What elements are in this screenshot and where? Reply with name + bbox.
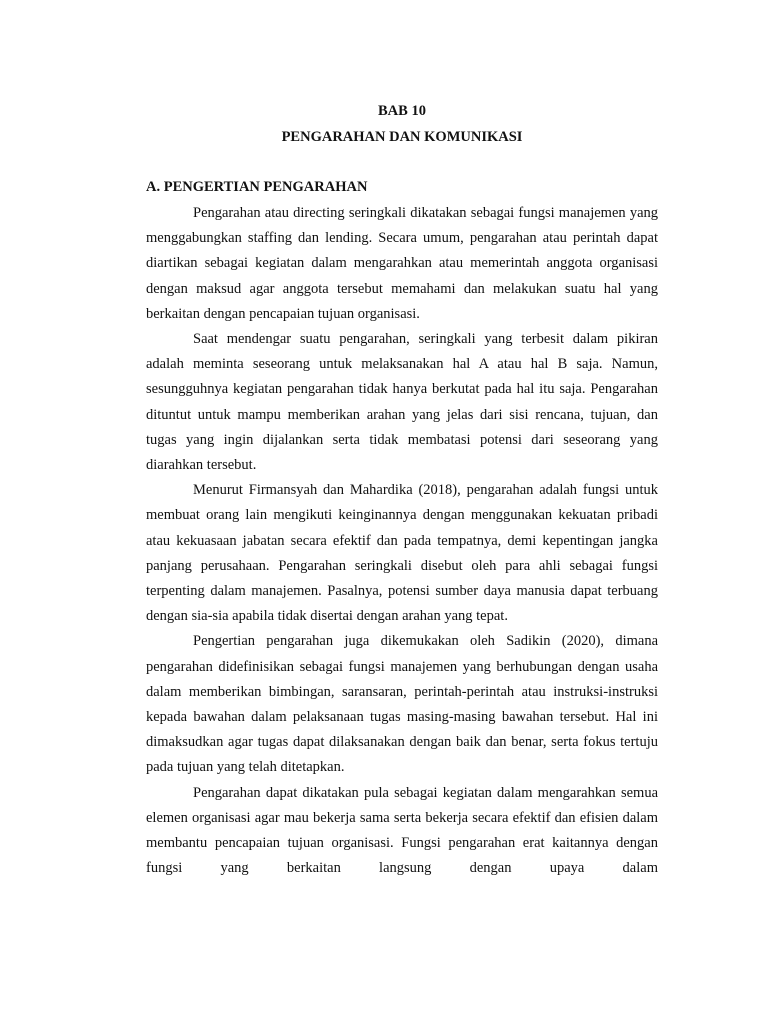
body-text [146, 201, 658, 881]
paragraph: Menurut Firmansyah dan Mahardika (2018), pengarahan adalah fungsi untuk membuat orang lain mengikuti keinginannya dengan menggunakan kekuatan pribadi atau kekuasaan jabatan secara efektif dan pada tempatnya, demi kepentingan jangka panjang perusahaan. Pengarahan seringkali disebut oleh para ahli sebagai fungsi terpenting dalam manajemen. Pasalnya, potensi sumber daya manusia dapat terbuang dengan sia-sia apabila tidak disertai dengan arahan yang tepat. [146, 482, 658, 625]
chapter-number: BAB 10 [378, 103, 426, 119]
paragraph: Pengarahan dapat dikatakan pula sebagai kegiatan dalam mengarahkan semua elemen organisasi agar mau bekerja sama serta bekerja secara efektif dan efisien dalam membantu pencapaian tujuan organisasi. Fungsi pengarahan erat kaitannya dengan fungsi yang berkaitan langsung dengan upaya dalam [146, 784, 658, 877]
paragraph: Pengertian pengarahan juga dikemukakan oleh Sadikin (2020), dimana pengarahan didefinisikan sebagai fungsi manajemen yang berhubungan dengan usaha dalam memberikan bimbingan, saransaran, perintah-perintah atau instruksi-instruksi kepada bawahan dalam pelaksanaan tugas masing-masing bawahan tersebut. Hal ini dimaksudkan agar tugas dapat dilaksanakan dengan baik dan benar, serta fokus tertuju pada tujuan yang telah ditetapkan. [146, 633, 658, 776]
paragraph: Pengarahan atau directing seringkali dikatakan sebagai fungsi manajemen yang menggabungkan staffing dan lending. Secara umum, pengarahan atau perintah dapat diartikan sebagai kegiatan dalam mengarahkan atau memerintah anggota organisasi dengan maksud agar anggota tersebut memahami dan melakukan suatu hal yang berkaitan dengan pencapaian tujuan organisasi. [146, 205, 658, 322]
section-heading: A. PENGERTIAN PENGARAHAN [146, 179, 368, 195]
chapter-title: PENGARAHAN DAN KOMUNIKASI [281, 129, 523, 145]
paragraph: Saat mendengar suatu pengarahan, seringkali yang terbesit dalam pikiran adalah meminta seseorang untuk melaksanakan hal A atau hal B saja. Namun, sesungguhnya kegiatan pengarahan tidak hanya berkutat pada hal itu saja. Pengarahan dituntut untuk mampu memberikan arahan yang jelas dari sisi rencana, tujuan, dan tugas yang ingin dijalankan serta tidak membatasi potensi dari seseorang yang diarahkan tersebut. [146, 331, 658, 474]
